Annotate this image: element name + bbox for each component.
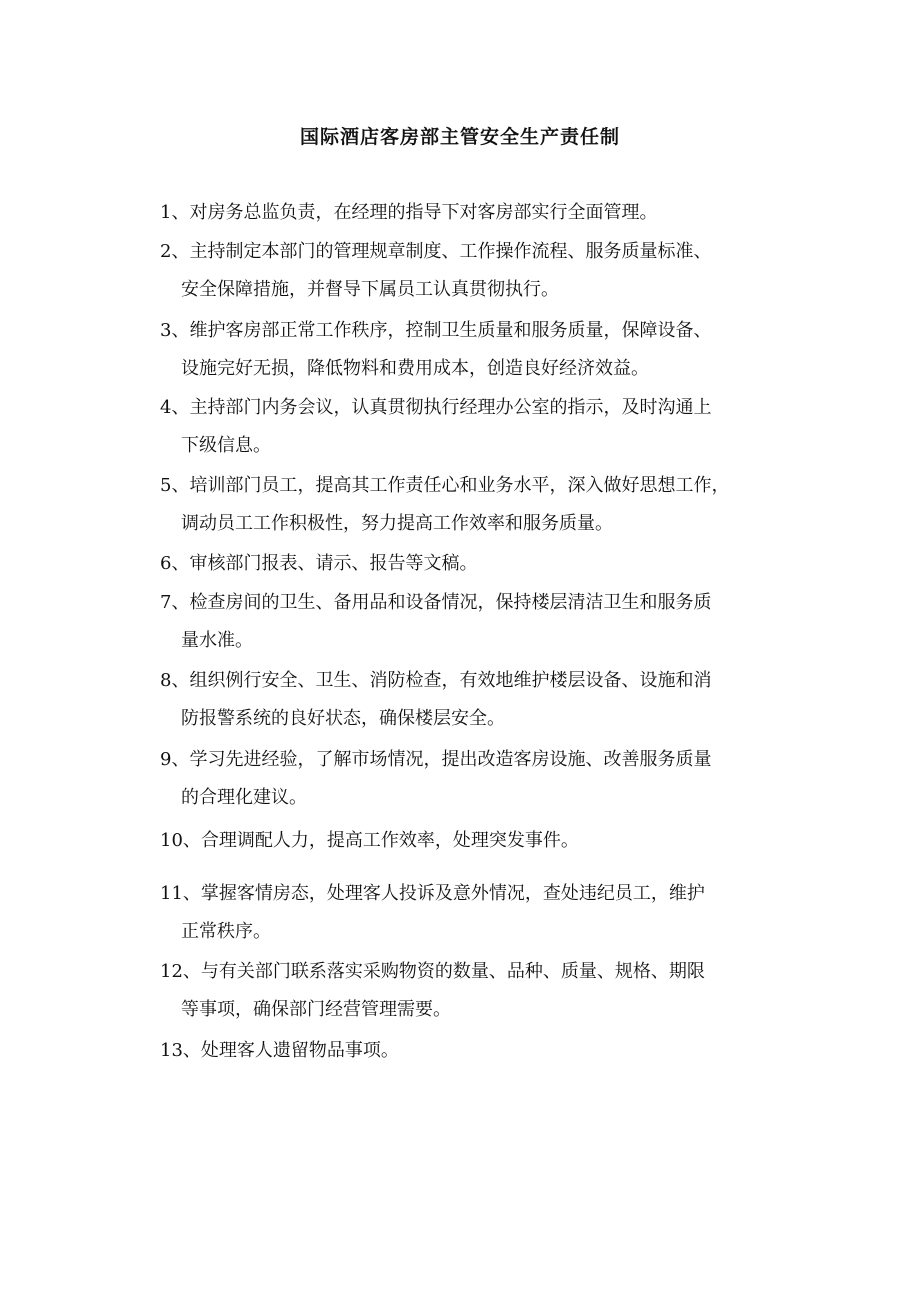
list-item-10 [160, 822, 800, 860]
item-line: 5、培训部门员工，提高其工作责任心和业务水平，深入做好思想工作， [160, 475, 730, 496]
list-item-9 [160, 741, 800, 817]
item-line: 12、与有关部门联系落实采购物资的数量、品种、质量、规格、期限 [160, 961, 705, 982]
list-item-6 [160, 545, 800, 583]
item-line: 6、审核部门报表、请示、报告等文稿。 [160, 553, 478, 574]
item-line: 3、维护客房部正常工作秩序，控制卫生质量和服务质量，保障设备、 [160, 320, 712, 341]
item-line-continued: 调动员工工作积极性，努力提高工作效率和服务质量。 [181, 513, 613, 534]
list-item-4 [160, 389, 800, 465]
item-line: 8、组织例行安全、卫生、消防检查，有效地维护楼层设备、设施和消 [160, 670, 712, 691]
item-line-continued: 防报警系统的良好状态，确保楼层安全。 [181, 708, 505, 729]
item-line-continued: 正常秩序。 [181, 921, 271, 942]
list-item-5 [160, 467, 800, 543]
list-item-2 [160, 233, 800, 309]
item-line-continued: 安全保障措施，并督导下属员工认真贯彻执行。 [181, 279, 559, 300]
item-line: 4、主持部门内务会议，认真贯彻执行经理办公室的指示，及时沟通上 [160, 397, 712, 418]
item-line: 13、处理客人遗留物品事项。 [160, 1040, 399, 1061]
item-line: 9、学习先进经验，了解市场情况，提出改造客房设施、改善服务质量 [160, 749, 712, 770]
item-line: 1、对房务总监负责，在经理的指导下对客房部实行全面管理。 [160, 202, 658, 223]
document-title: 国际酒店客房部主管安全生产责任制 [299, 126, 620, 148]
item-line-continued: 设施完好无损，降低物料和费用成本，创造良好经济效益。 [181, 358, 649, 379]
item-line-continued: 下级信息。 [181, 435, 271, 456]
list-item-12 [160, 953, 800, 1029]
item-line-continued: 量水准。 [181, 630, 253, 651]
list-item-8 [160, 662, 800, 738]
item-line-continued: 等事项，确保部门经营管理需要。 [181, 999, 451, 1020]
list-item-11 [160, 875, 800, 951]
list-item-7 [160, 584, 800, 660]
item-line-continued: 的合理化建议。 [181, 787, 307, 808]
list-item-1 [160, 194, 800, 232]
list-item-13 [160, 1032, 800, 1070]
item-line: 2、主持制定本部门的管理规章制度、工作操作流程、服务质量标准、 [160, 241, 712, 262]
item-line: 7、检查房间的卫生、备用品和设备情况，保持楼层清洁卫生和服务质 [160, 592, 712, 613]
item-line: 10、合理调配人力，提高工作效率，处理突发事件。 [160, 830, 579, 851]
list-item-3 [160, 312, 800, 388]
item-line: 11、掌握客情房态，处理客人投诉及意外情况，查处违纪员工，维护 [160, 883, 705, 904]
